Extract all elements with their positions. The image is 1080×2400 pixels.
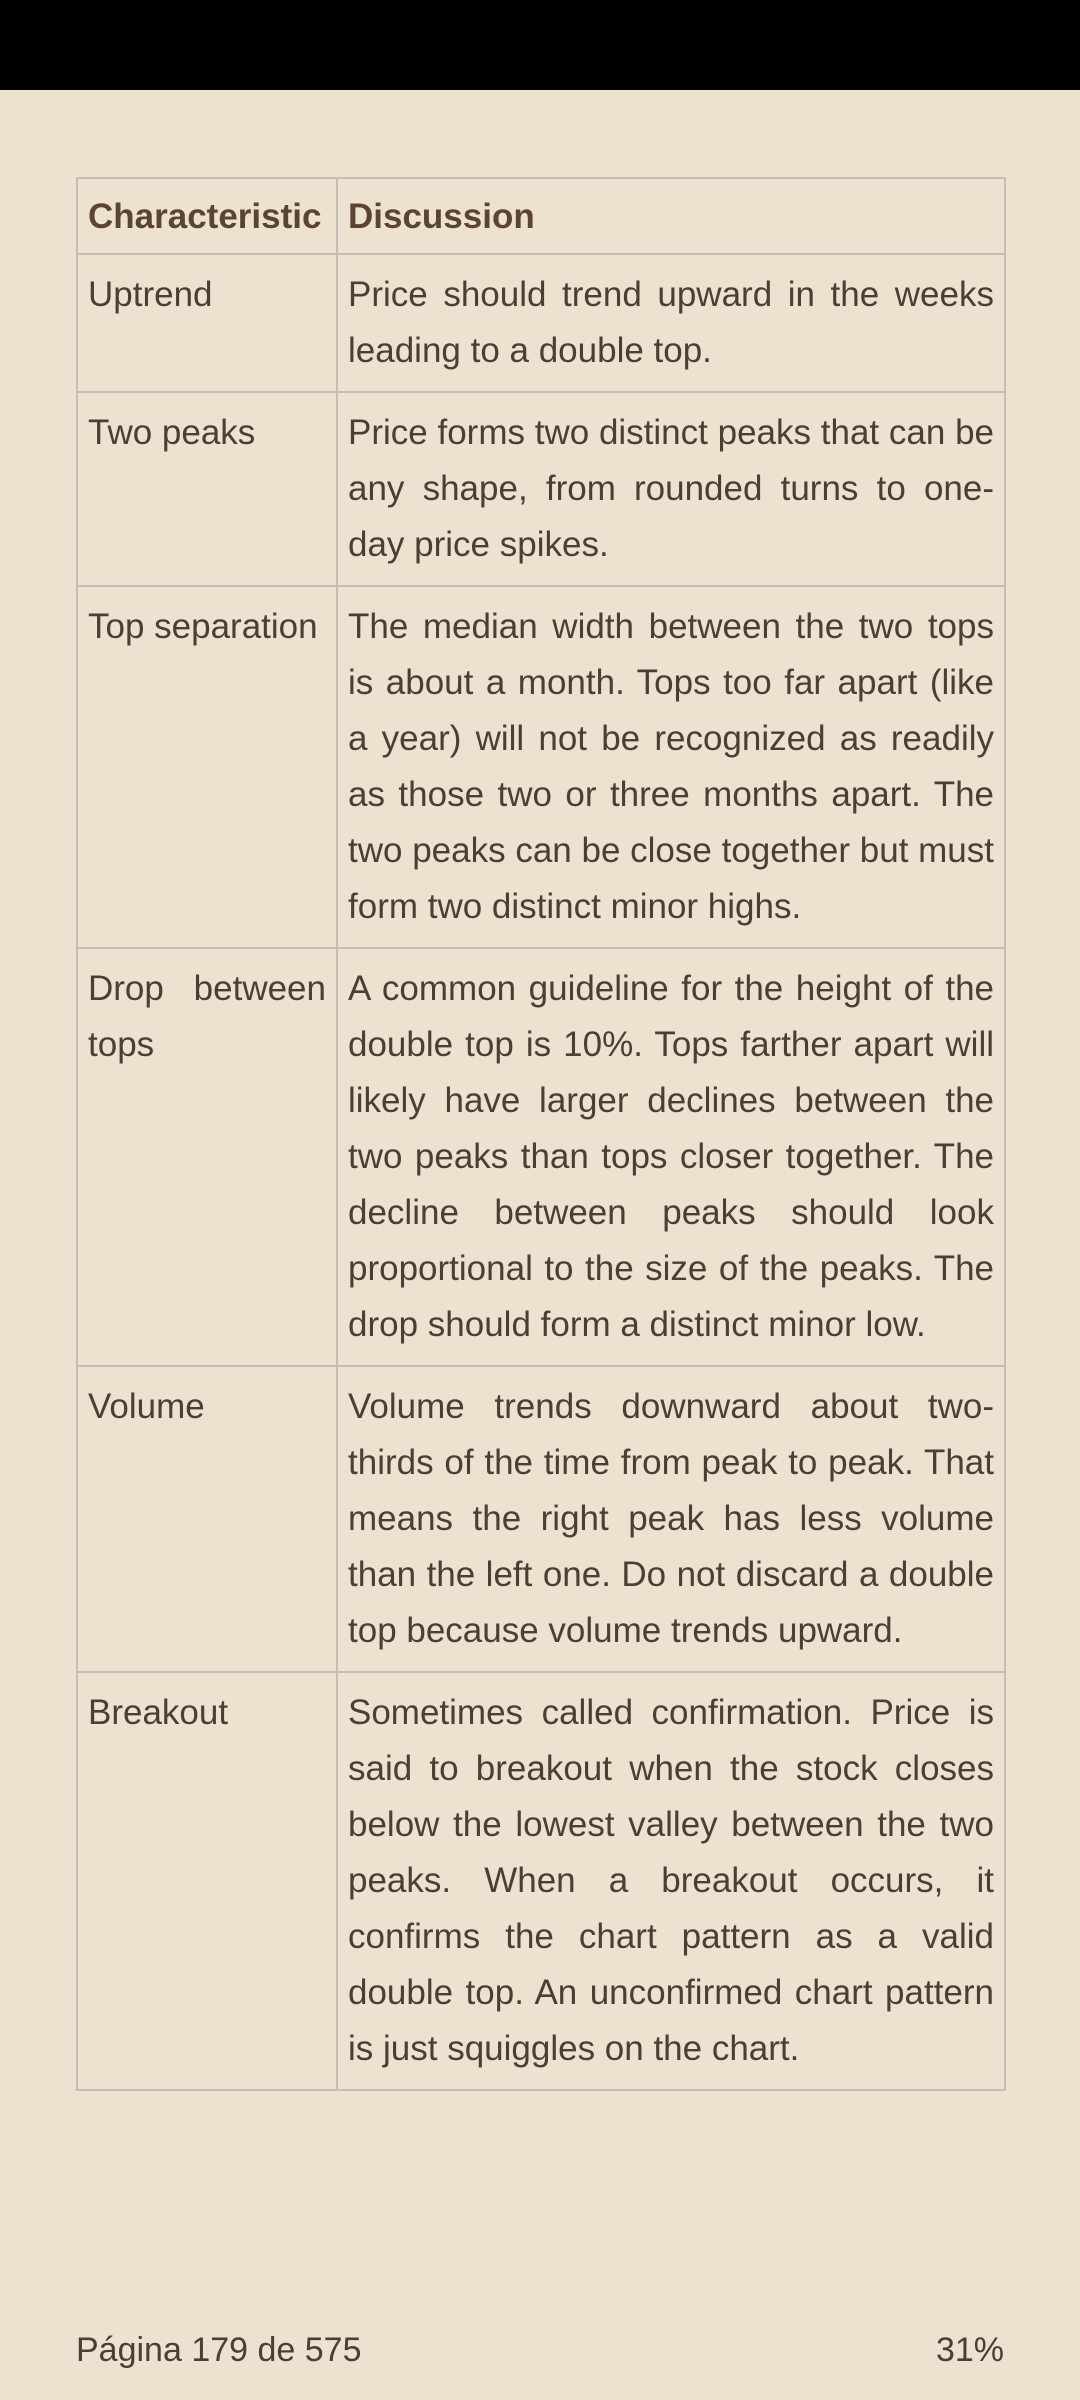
cell-discussion: Price should trend upward in the weeks leading to a double top. <box>337 254 1005 392</box>
table-row <box>77 948 1005 1366</box>
reading-progress: 31% <box>935 2331 1004 2369</box>
table-row <box>77 1672 1005 2090</box>
table-row <box>77 254 1005 392</box>
cell-characteristic: Two peaks <box>77 392 337 586</box>
table-row <box>77 1366 1005 1672</box>
cell-discussion: Volume trends downward about two-thirds of the time from peak to peak. That means the right peak has less volume than the left one. Do not discard a double top because volume trends upward. <box>337 1366 1005 1672</box>
header-characteristic: Characteristic <box>77 178 337 254</box>
cell-discussion: Price forms two distinct peaks that can be any shape, from rounded turns to one-day price spikes. <box>337 392 1005 586</box>
header-discussion: Discussion <box>337 178 1005 254</box>
cell-discussion: The median width between the two tops is about a month. Tops too far apart (like a year) will not be recognized as readily as those two or three months apart. The two peaks can be close together but must form two distinct minor highs. <box>337 586 1005 948</box>
table-row <box>77 586 1005 948</box>
cell-characteristic: Volume <box>77 1366 337 1672</box>
status-bar <box>0 0 1080 90</box>
cell-discussion: Sometimes called confirmation. Price is said to breakout when the stock closes below the lowest valley between the two peaks. When a breakout occurs, it confirms the chart pattern as a valid double top. An unconfirmed chart pattern is just squiggles on the chart. <box>337 1672 1005 2090</box>
cell-discussion: A common guideline for the height of the double top is 10%. Tops farther apart will likely have larger declines between the two peaks than tops closer together. The decline between peaks should look proportional to the size of the peaks. The drop should form a distinct minor low. <box>337 948 1005 1366</box>
cell-characteristic: Top separation <box>77 586 337 948</box>
reader-footer <box>76 2328 1004 2372</box>
reader-content[interactable] <box>76 177 1004 2091</box>
page-indicator: Página 179 de 575 <box>76 2331 362 2369</box>
cell-characteristic: Drop between tops <box>77 948 337 1366</box>
table-row <box>77 392 1005 586</box>
cell-characteristic: Breakout <box>77 1672 337 2090</box>
table-header-row <box>77 178 1005 254</box>
characteristics-table <box>76 177 1006 2091</box>
cell-characteristic: Uptrend <box>77 254 337 392</box>
